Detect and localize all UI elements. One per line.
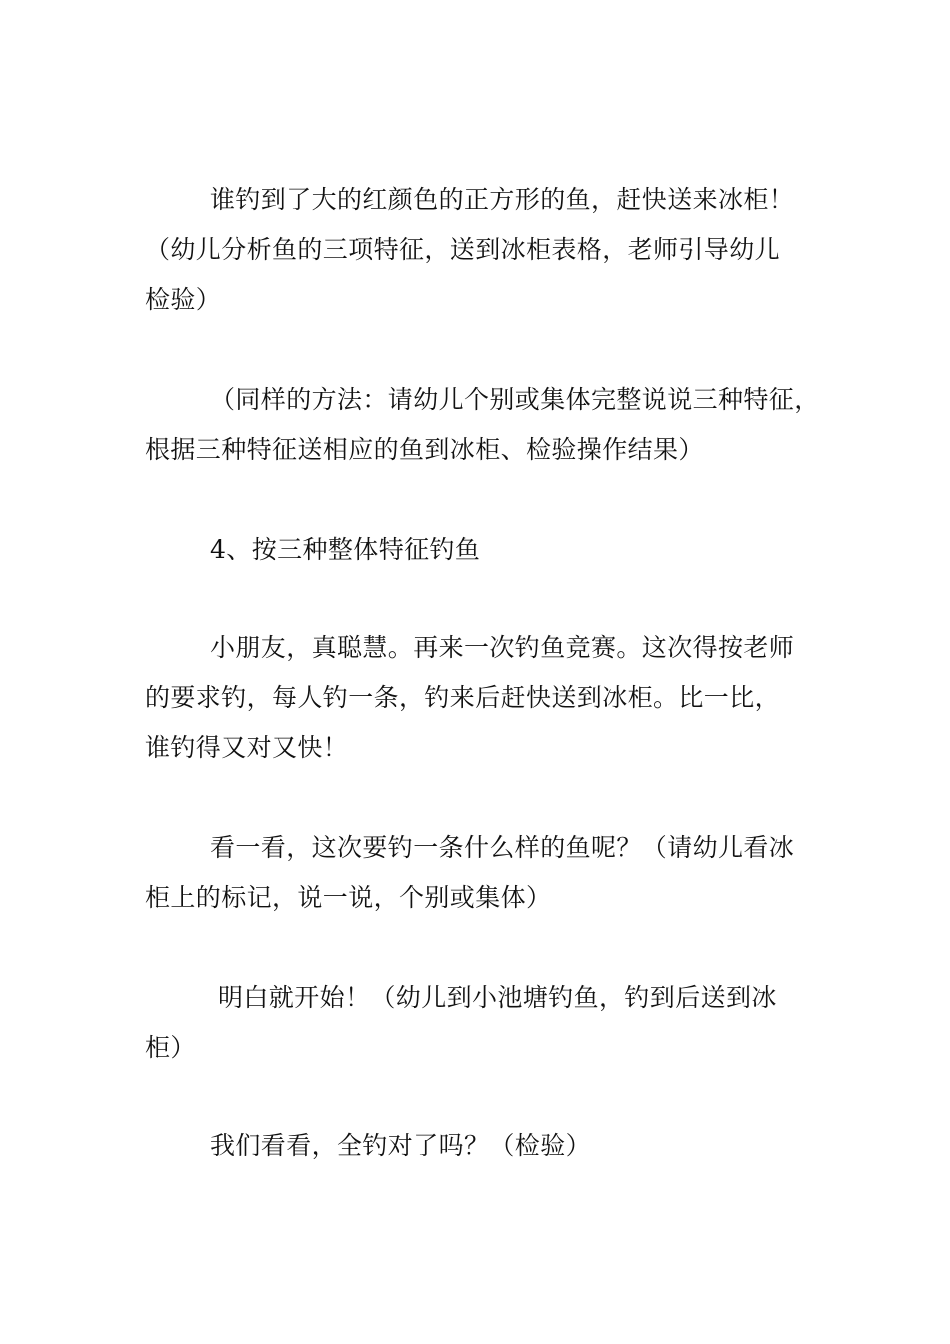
text-line: 的要求钓，每人钓一条，钓来后赶快送到冰柜。比一比， — [145, 683, 781, 712]
text-line: 柜上的标记，说一说，个别或集体） — [145, 883, 552, 912]
text-line: 根据三种特征送相应的鱼到冰柜、检验操作结果） — [145, 435, 704, 464]
text-line: 明白就开始！（幼儿到小池塘钓鱼，钓到后送到冰 — [218, 983, 777, 1012]
text-line: 看一看，这次要钓一条什么样的鱼呢？（请幼儿看冰 — [210, 833, 795, 862]
text-line: 小朋友，真聪慧。再来一次钓鱼竞赛。这次得按老师 — [210, 633, 795, 662]
text-line: 谁钓得又对又快！ — [145, 733, 349, 762]
text-line: 我们看看，全钓对了吗？（检验） — [210, 1131, 592, 1160]
text-line: （幼儿分析鱼的三项特征，送到冰柜表格，老师引导幼儿 — [145, 235, 781, 264]
text-line: 检验） — [145, 285, 222, 314]
heading-text: 4、按三种整体特征钓鱼 — [210, 535, 481, 564]
text-line: 谁钓到了大的红颜色的正方形的鱼，赶快送来冰柜！ — [210, 185, 795, 214]
text-line: 柜） — [145, 1033, 196, 1062]
text-line: （同样的方法：请幼儿个别或集体完整说说三种特征， — [210, 385, 820, 414]
